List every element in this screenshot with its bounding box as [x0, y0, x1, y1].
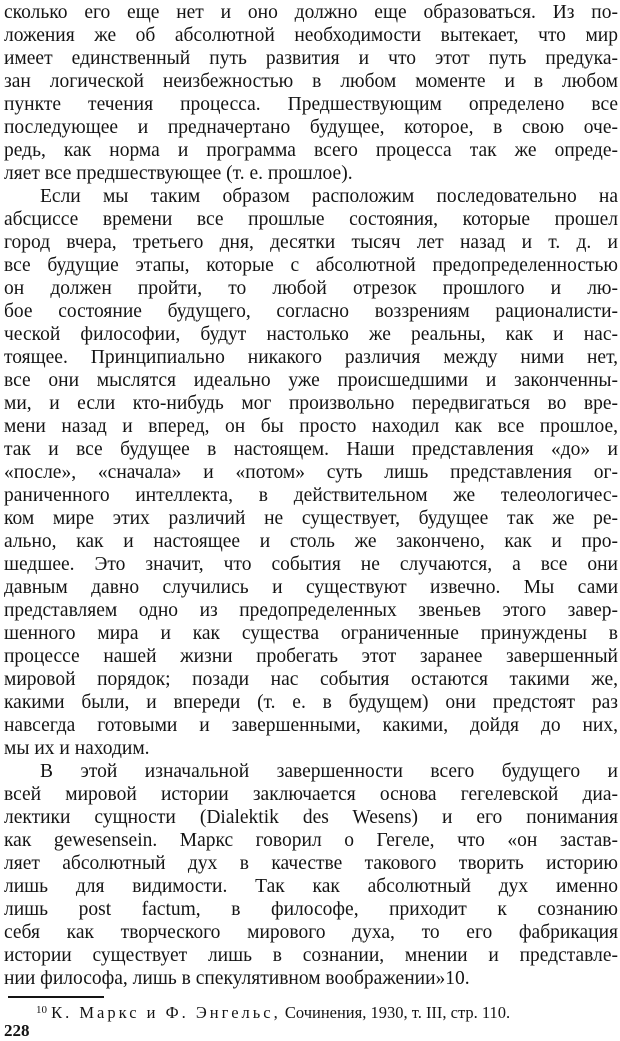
text-line: шенного мира и как существа ограниченные принуждены в — [4, 623, 618, 644]
text-line: ложения же об абсолютной необходимости вытекает, что мир — [4, 25, 618, 46]
text-line: мы их и находим. — [4, 738, 150, 759]
text-line: зан логической неизбежностью в любом моменте и в любом — [4, 71, 618, 92]
text-line: все они мыслятся идеально уже происшедшими и законченны- — [4, 370, 618, 391]
footnote-citation: Сочинения, 1930, т. III, стр. 110. — [284, 1003, 511, 1022]
text-line: «после», «сначала» и «потом» суть лишь представления ог- — [4, 462, 618, 483]
text-line: какими были, и впереди (т. е. в будущем) они предстоят раз — [4, 692, 618, 713]
text-line: имеет единственный путь развития и что этот путь предука- — [4, 48, 618, 69]
page-number: 228 — [4, 1021, 30, 1040]
text-line: ально, как и настоящее и столь же закончено, как и про- — [4, 531, 618, 552]
text-line: давным давно случились и существуют извечно. Мы сами — [4, 577, 618, 598]
text-line: редь, как норма и программа всего процесса так же опреде- — [4, 140, 618, 161]
text-line: лектики сущности (Dialektik des Wesens) и его понимания — [4, 807, 618, 828]
footnote-authors: К. Маркс и Ф. Энгельс, — [51, 1003, 281, 1022]
text-line: ляет все предшествующее (т. е. прошлое). — [4, 163, 353, 184]
paragraph-first-line: Если мы таким образом расположим последовательно на — [40, 186, 618, 207]
text-line: лишь для видимости. Так как абсолютный дух именно — [4, 876, 618, 897]
paragraph-first-line: В этой изначальной завершенности всего будущего и — [40, 761, 618, 782]
text-line: ми, и если кто-нибудь мог произвольно передвигаться во вре- — [4, 393, 618, 414]
text-line: нии философа, лишь в спекулятивном воображении»10. — [4, 968, 470, 989]
text-line: лишь post factum, в философе, приходит к сознанию — [4, 899, 618, 920]
text-line: все будущие этапы, которые с абсолютной предопределенностью — [4, 255, 618, 276]
text-line: пункте течения процесса. Предшествующим определено все — [4, 94, 618, 115]
text-line: истории существует лишь в сознании, мнении и представле- — [4, 945, 618, 966]
text-line: так и все будущее в настоящем. Наши представления «до» и — [4, 439, 618, 460]
text-line: ком мире этих различий не существует, будущее так же ре- — [4, 508, 618, 529]
text-line: мени назад и вперед, он бы просто находил как все прошлое, — [4, 416, 618, 437]
text-line: мировой порядок; позади нас события остаются такими же, — [4, 669, 618, 690]
text-line: ческой философии, будут настолько же реальны, как и нас- — [4, 324, 618, 345]
text-line: процессе нашей жизни пробегать этот заранее завершенный — [4, 646, 618, 667]
text-line: раниченного интеллекта, в действительном же телеологичес- — [4, 485, 618, 506]
text-line: шедшее. Это значит, что события не случаются, а все они — [4, 554, 618, 575]
text-line: последующее и предначертано будущее, которое, в свою оче- — [4, 117, 618, 138]
text-line: навсегда готовыми и завершенными, какими, дойдя до них, — [4, 715, 618, 736]
text-line: себя как творческого мирового духа, то его фабрикация — [4, 922, 618, 943]
text-line: как gewesensein. Маркс говорил о Гегеле, что «он застав- — [4, 830, 618, 851]
text-line: всей мировой истории заключается основа гегелевской диа- — [4, 784, 618, 805]
text-line: бое состояние будущего, согласно воззрениям рационалисти- — [4, 301, 618, 322]
footnote-marker: 10 — [36, 1004, 47, 1016]
text-line: ляет абсолютный дух в качестве такового творить историю — [4, 853, 618, 874]
text-line: абсциссе времени все прошлые состояния, которые прошел — [4, 209, 618, 230]
text-line: сколько его еще нет и оно должно еще образоваться. Из по- — [4, 2, 618, 23]
text-line: представляем одно из предопределенных звеньев этого завер- — [4, 600, 618, 621]
text-line: тоящее. Принципиально никакого различия между ними нет, — [4, 347, 618, 368]
footnote-rule — [8, 996, 104, 998]
text-line: он должен пройти, то любой отрезок прошлого и лю- — [4, 278, 618, 299]
footnote — [36, 1000, 616, 1023]
text-line: город вчера, третьего дня, десятки тысяч лет назад и т. д. и — [4, 232, 618, 253]
